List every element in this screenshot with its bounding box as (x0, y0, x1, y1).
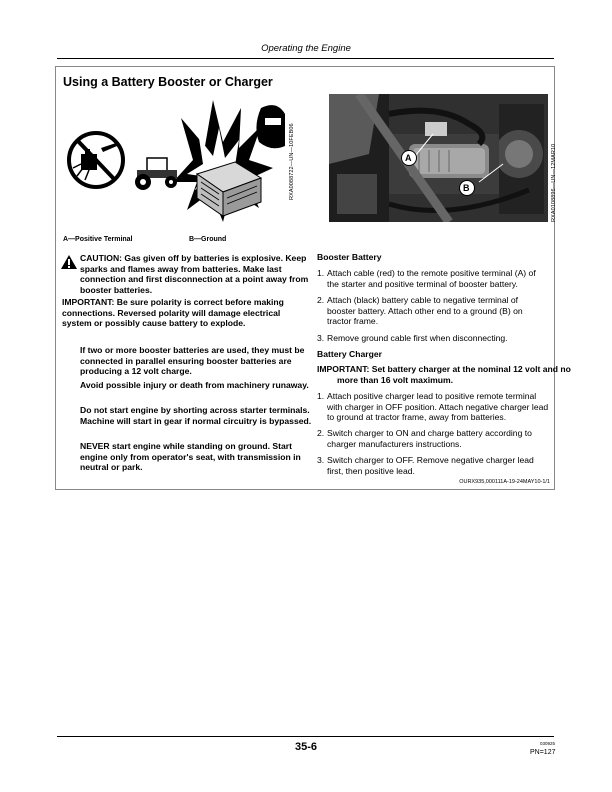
booster-step: 2. Attach (black) battery cable to negative terminal of booster battery. Attach other end to a ground (B) on tractor frame. (317, 295, 523, 326)
running-header: Operating the Engine (261, 43, 351, 54)
caption-ground: B—Ground (189, 236, 227, 243)
footer-rule (57, 736, 554, 737)
charger-step: 3. Switch charger to OFF. Remove negative charger lead first, then positive lead. (317, 455, 534, 476)
engine-starter-photo (329, 94, 548, 222)
caution-warning-icon (60, 254, 78, 275)
charger-step: 2. Switch charger to ON and charge battery according to charger manufacturers instructions. (317, 428, 532, 449)
important-paragraph: If two or more booster batteries are used, they must be connected in parallel ensuring booster batteries are producing a 12 volt charge. (80, 345, 305, 376)
footer-small-code: 030925 (540, 741, 556, 746)
important-paragraph: NEVER start engine while standing on ground. Start engine only from operator's seat, with transmission in neutral or park. (80, 441, 301, 472)
figure-code-right: RXA0108896—UN—12MAR10 (551, 143, 557, 222)
important-paragraph: Avoid possible injury or death from machinery runaway. (80, 380, 309, 390)
page-number: 35-6 (294, 741, 318, 753)
figure-code-left: RXA0088722—UN—10FEB06 (289, 123, 295, 200)
important-notice (62, 297, 312, 329)
charger-important-notice: IMPORTANT: Set battery charger at the nominal 12 volt and no more than 16 volt maximum. (317, 364, 571, 385)
section-title: Using a Battery Booster or Charger (63, 75, 273, 89)
footer-pn: PN=127 (530, 749, 556, 756)
caption-positive-terminal: A—Positive Terminal (63, 236, 133, 243)
important-paragraph: Do not start engine by shorting across starter terminals. Machine will start in gear if normal circuitry is bypassed. (80, 405, 312, 426)
caution-text: CAUTION: Gas given off by batteries is explosive. Keep sparks and flames away from batteries. Make last connection and first disconnection at a point away from booster batteries. (80, 253, 309, 295)
booster-step: 1. Attach cable (red) to the remote positive terminal (A) of the starter and positive terminal of booster battery. (317, 268, 536, 289)
booster-battery-heading: Booster Battery (317, 252, 382, 262)
battery-explosion-illustration (63, 98, 288, 228)
header-rule (57, 58, 554, 59)
reference-code: OURX935,000111A-19-24MAY10-1/1 (459, 479, 550, 485)
no-sparks-icon (69, 133, 123, 187)
important-label: IMPORTANT: (62, 297, 115, 307)
important-text: Be sure polarity is correct before making connections. Reversed polarity will damage electrical system or possibly cause battery to explode. (62, 297, 284, 328)
callout-a: A (405, 153, 412, 163)
tractor-icon (135, 158, 177, 190)
callout-b: B (463, 183, 470, 193)
battery-charger-heading: Battery Charger (317, 349, 382, 359)
person-icon (256, 105, 285, 148)
charger-step: 1. Attach positive charger lead to positive remote terminal with charger in OFF position. Attach negative charger lead to ground at tractor frame, away from batteries. (317, 391, 549, 422)
booster-step: 3. Remove ground cable first when disconnecting. (317, 333, 508, 343)
